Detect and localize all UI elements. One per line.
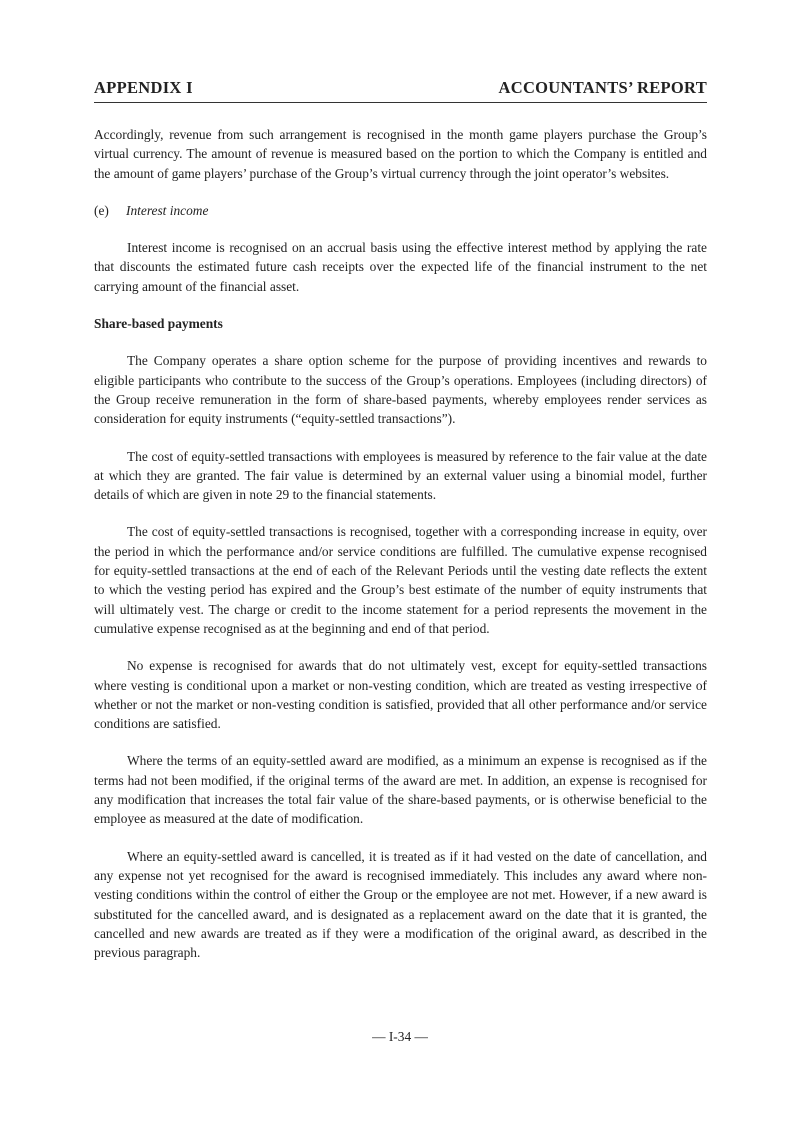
paragraph: Where an equity-settled award is cancelled, it is treated as if it had vested on the date of cancellation, and any expense not yet recognised for the award is recognised immediately. This includes any award where non-vesting conditions within the control of either the Group or the employee are not met. However, if a new award is substituted for the cancelled award, and is designated as a replacement award on the date that it is granted, the cancelled and new awards are treated as if they were a modification of the original award, as described in the previous paragraph.: [94, 848, 707, 961]
page-header: [94, 78, 707, 103]
paragraph: The cost of equity-settled transactions is recognised, together with a corresponding increase in equity, over the period in which the performance and/or service conditions are fulfilled. The cumulative expense recognised for equity-settled transactions at the end of each of the Relevant Periods until the vesting date reflects the extent to which the vesting period has expired and the Group’s best estimate of the number of equity instruments that will ultimately vest. The charge or credit to the income statement for a period represents the movement in the cumulative expense recognised as at the beginning and end of that period.: [94, 524, 707, 636]
section-heading: Share-based payments: [94, 316, 223, 332]
paragraph: No expense is recognised for awards that do not ultimately vest, except for equity-settled transactions where vesting is conditional upon a market or non-vesting condition, which are treated as vesting irrespective of whether or not the market or non-vesting condition is satisfied, provided that all other performance and/or service conditions are satisfied.: [94, 658, 707, 732]
subsection-number: (e): [94, 202, 109, 218]
paragraph: Interest income is recognised on an accrual basis using the effective interest method by applying the rate that discounts the estimated future cash receipts over the expected life of the financial instrument to the net carrying amount of the financial asset.: [94, 240, 707, 294]
page-number: — I-34 —: [372, 1029, 428, 1044]
document-page: [94, 78, 707, 980]
paragraph: The Company operates a share option scheme for the purpose of providing incentives and rewards to eligible participants who contribute to the success of the Group’s operations. Employees (including directors) of the Group receive remuneration in the form of share-based payments, whereby employees render services as consideration for equity instruments (“equity-settled transactions”).: [94, 353, 707, 427]
subsection-heading: [94, 201, 707, 220]
subsection-title: Interest income: [126, 202, 209, 218]
paragraph: Where the terms of an equity-settled award are modified, as a minimum an expense is recognised as if the terms had not been modified, if the original terms of the award are met. In addition, an expense is recognised for any modification that increases the total fair value of the share-based payments, or is otherwise beneficial to the employee as measured at the date of modification.: [94, 753, 707, 827]
header-appendix-label: APPENDIX I: [94, 78, 193, 97]
paragraph: Accordingly, revenue from such arrangement is recognised in the month game players purchase the Group’s virtual currency. The amount of revenue is measured based on the portion to which the Company is entitled and the amount of game players’ purchase of the Group’s virtual currency through the joint operator’s websites.: [94, 127, 707, 181]
paragraph: The cost of equity-settled transactions with employees is measured by reference to the fair value at the date at which they are granted. The fair value is determined by an external valuer using a binomial model, further details of which are given in note 29 to the financial statements.: [94, 448, 707, 503]
document-body: [94, 125, 707, 962]
header-report-title: ACCOUNTANTS’ REPORT: [498, 78, 707, 97]
